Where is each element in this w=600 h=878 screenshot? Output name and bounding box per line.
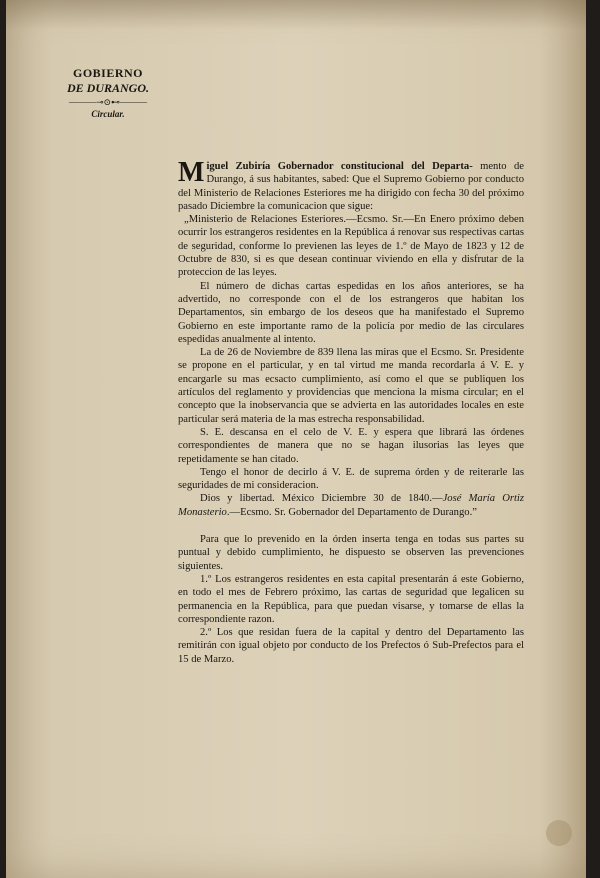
provision-2: 2.º Los que residan fuera de la capital y dentro del Departamento las remitirán con igual objeto por conducto de los Prefectos ó Sub-Prefectos para el 15 de Marzo.: [178, 627, 524, 665]
paragraph-cards: El número de dichas cartas espedidas en los años anteriores, se ha advertido, no corresponde con el de los estrangeros que habitan los Departamentos, sin embargo de los deseos que ha manifestado el Supremo Gobierno en este importante ramo de la policía por medio de las circulares espedidas anualmente al intento.: [178, 280, 524, 345]
provision-1: 1.º Los estrangeros residentes en esta capital presentarán á este Gobierno, en todo el mes de Febrero próximo, las cartas de seguridad que legalicen su permanencia en la República, para que puedan visarse, y tomarse de ellas la correspondiente razon.: [178, 573, 524, 625]
letterhead: [58, 66, 158, 119]
letterhead-government: GOBIERNO: [72, 66, 143, 80]
paragraph-honor: Tengo el honor de decirlo á V. E. de suprema órden y de reiterarle las seguridades de mi consideracion.: [178, 466, 524, 492]
intro-lead: iguel Zubiría Gobernador constitucional del Departa-: [206, 161, 473, 172]
letterhead-state: DE DURANGO.: [66, 81, 149, 95]
paragraph-ministry: „Ministerio de Relaciones Esteriores.—Ecsmo. Sr.—En Enero próximo deben ocurrir los estrangeros residentes en la República á renovar sus respectivas cartas de seguridad, conforme lo previenen las leyes de 1.º de Mayo de 1823 y 12 de Octubre de 830, si es que desean continuar viviendo en ella y disfrutar de la proteccion de las leyes.: [178, 214, 524, 279]
paragraph-intro: [178, 157, 524, 213]
document-body: [178, 157, 525, 666]
paper-stain: [546, 820, 572, 846]
letterhead-circular: Circular.: [91, 109, 125, 119]
signature-name: José María Ortiz Monasterio: [178, 493, 525, 518]
paragraph-se: S. E. descansa en el celo de V. E. y espera que librará las órdenes correspondientes de manera que no se hagan ilusorias las leyes que repetidamente se han citado.: [178, 426, 524, 465]
paragraph-provisions: Para que lo prevenido en la órden inserta tenga en todas sus partes su puntual y debido cumplimiento, he dispuesto se observen las prevenciones siguientes.: [178, 534, 524, 572]
signature-address: .—Ecsmo. Sr. Gobernador del Departamento de Durango.”: [226, 506, 477, 518]
drop-cap: M: [178, 157, 205, 188]
signature-date: Dios y libertad. México Diciembre 30 de 1840.—: [200, 493, 443, 505]
paragraph-signature: [178, 492, 524, 519]
paragraph-november: La de 26 de Noviembre de 839 llena las miras que el Ecsmo. Sr. Presidente se propone en el particular, y en tal virtud me manda recordarla á V. E. y encargarle su mas ecsacto cumplimiento, así como el que se publiquen los artículos del reglamento y providencias que menciona la misma circular; en el concepto que la inobservancia que se advierta en las autoridades locales en este particular será materia de la mas estrecha responsabilidad.: [178, 347, 524, 425]
intro-rest: mento de Durango, á sus habitantes, sabed: Que el Supremo Gobierno por conducto del Ministerio de Relaciones Esteriores me ha dirigido con fecha 30 del próximo pasado Diciembre la comunicacion que sigue:: [178, 161, 524, 212]
ornament-divider: ———⊸⊙⊷———: [68, 97, 148, 107]
document-sheet: [6, 0, 586, 878]
paper-fold-shadow: [6, 0, 586, 30]
